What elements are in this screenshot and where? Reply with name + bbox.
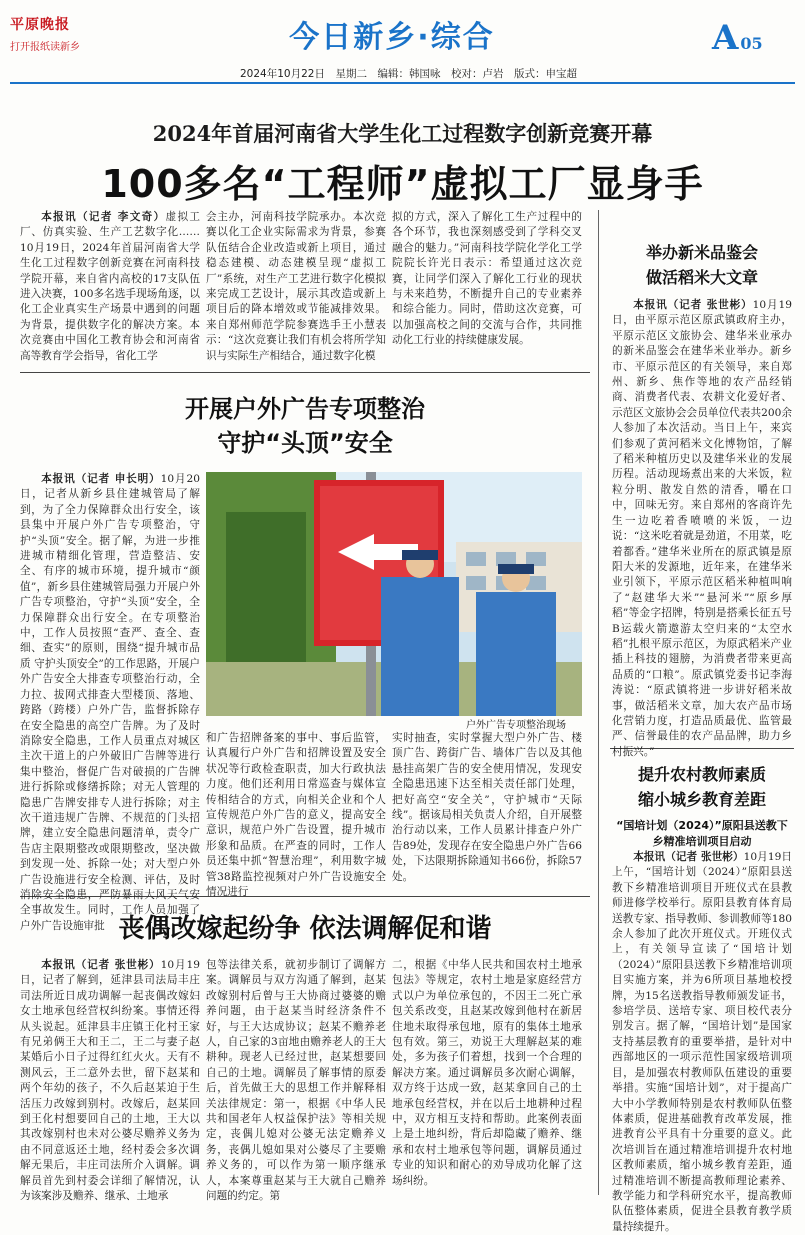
mediation-column-2	[206, 958, 386, 1203]
ad-column-3	[392, 731, 582, 891]
lead-headline: 100多名“工程师”虚拟工厂显身手	[101, 162, 704, 206]
rice-byline: 本报讯（记者 张世彬）	[633, 299, 753, 311]
mediation-text-1: 10月19日，记者了解到，延津县司法局丰庄司法所近日成功调解一起丧偶改嫁妇女土地承包经营权纠纷案。事情还得从头说起。延津县丰庄镇王化村王家有兄弟俩王大和王二，王二与妻子赵某婚后小日子过得红红火火。天有不测风云，王二意外去世，留下赵某和两个年幼的孩子，不久后赵某迫于生活压力改嫁到别村。改嫁后，赵某回到王化村想要回自己的土地，王大以其改嫁别村也未对公婆尽赡养义务为由不同意返还土地，经村委会多次调解无果后，丰庄司法所介入调解。调解员首先到村委会详细了解情况，认为该案涉及赡养、继承、土地承	[20, 959, 200, 1203]
ad-column-1	[20, 472, 200, 932]
lead-text-1: 虚拟工厂、仿真实验、生产工艺数字化……10月19日，2024年首届河南省大学生化工过程数字创新竞赛在河南科技学院开幕，来自省内高校的17支队伍进入决赛，100多名选手现场角逐，以化工企业真实生产场景中遇到的问题为背景，提供数字化的解决方案。本次竞赛由中国化工教育协会和河南省高等教育学会指导，省化工学	[20, 211, 201, 362]
mediation-headline: 丧偶改嫁起纷争 依法调解促和谐	[118, 914, 492, 944]
rice-headline-line1: 举办新米品鉴会	[645, 243, 758, 262]
dateline: 2024年10月22日 星期二 编辑：韩国咏 校对：卢岩 版式：申宝超	[240, 68, 577, 80]
ad-headline	[20, 392, 590, 460]
rice-headline-line2: 做活稻米大文章	[645, 268, 758, 287]
teacher-headline	[612, 762, 792, 812]
rice-headline	[612, 240, 792, 290]
section-divider	[20, 372, 590, 373]
teacher-subhead: “国培计划（2024）”原阳县送教下乡精准培训项目启动	[616, 819, 788, 848]
teacher-headline-line2: 缩小城乡教育差距	[637, 790, 766, 809]
ad-photo	[206, 472, 582, 716]
lead-subhead: 2024年首届河南省大学生化工过程数字创新竞赛开幕	[152, 121, 653, 146]
teacher-byline: 本报讯（记者 张世彬）	[633, 851, 744, 863]
ad-text-3: 实时抽查，实时掌握大型户外广告、楼顶广告、跨街广告、墙体广告以及其他悬挂高架广告的安全使用情况，发现安全隐患迅速下达至相关责任部门处理，把好高空“安全关”，守护城市“天际线”。据该局相关负责人介绍，自开展整治行动以来，工作人员累计排查户外广告89处，发现存在安全隐患户外广告66处，下达限期拆除通知书66份，拆除57处。	[392, 732, 582, 883]
newspaper-logo	[10, 14, 90, 54]
teacher-article	[612, 850, 792, 1233]
mediation-text-2: 包等法律关系，就初步制订了调解方案。调解员与双方沟通了解到，赵某改嫁别村后曾与王大协商过婆婆的赡养问题，由于赵某当时经济条件不好，与王大达成协议；赵某不赡养老人，自己家的3亩地由赡养老人的王大耕种。现老人已经过世，赵某想要回自己的土地。调解员了解事情的原委后，首先做王大的思想工作并解释相关法律规定：第一，根据《中华人民共和国老年人权益保护法》等相关规定，丧偶儿媳对公婆无法定赡养义务，丧偶儿媳如果对公婆尽了主要赡养义务的，可以作为第一顺序继承人，本案尊重赵某与王大就自己赡养问题的约定。第	[206, 959, 386, 1203]
photo-caption: 户外广告专项整治现场	[466, 720, 566, 731]
newspaper-brand: 平原晚报	[10, 17, 70, 33]
teacher-headline-line1: 提升农村教师素质	[637, 765, 766, 784]
ad-text-2: 和广告招牌备案的事中、事后监管，认真履行户外广告和招牌设置及安全状况等行政检查职责，加大行政执法力度。他们还利用日常巡查与媒体宣传相结合的方式，向相关企业和个人宣传规范户外广告的意义，提高安全意识，规范户外广告设置，提升城市形象和品质。在严查的同时，工作人员还集中抓“智慧治理”，利用数字城管38路监控视频对户外广告设施安全情况进行	[206, 732, 386, 899]
masthead	[0, 0, 805, 62]
rice-text: 10月19日，由平原示范区原武镇政府主办，平原示范区文旅协会、建华米业承办的新米品鉴会在建华米业举办。新乡市、平原示范区的有关领导，来自郑州、新乡、焦作等地的农产品经销商、消费者代表、农耕文化爱好者、示范区文旅协会会员单位代表共200余人参加了本次活动。当日上午，来宾们参观了黄河稻米文化博物馆，了解了稻米种植历史以及建华米业的发展历程。活动现场煮出来的大米饭，粒粒分明、散发自然的清香，嚼在口中，回味无穷。来自郑州的客商许先生一边吃着香喷喷的米饭，一边说：“这米吃着就是劲道，不用菜，吃着都香。”建华米业所在的原武镇是原阳大米的发源地，近年来，在建华米业引领下，平原示范区稻米种植叫响了“赵建华大米”“悬河米”“原乡厚稻”等金字招牌，特别是搭乘长征五号B运载火箭遨游太空归来的“太空水稻”扎根平原示范区，为原武稻米产业插上科技的翅膀，为消费者带来更高品质的“口粮”。原武镇党委书记李海涛说：“原武镇将进一步讲好稻米故事，做活稻米文章，加大农产品市场化营销力度，打造品质最优、监管最严、信誉最佳的农产品品牌，助力乡村振兴。”	[612, 299, 792, 758]
rice-article	[612, 298, 792, 758]
lead-text-2: 会主办，河南科技学院承办。本次竞赛以化工企业实际需求为背景，参赛队伍结合企业改造或新上项目，通过稳态建模、动态建模呈现“虚拟工厂”系统，对生产工艺进行数字化模拟来完成工艺设计，展示其改造或新上项目后的降本增效或节能减排效果。来自郑州师范学院参赛选手王小慧表示：“这次竞赛让我们有机会将所学知识与实际生产相结合，通过数字化模	[206, 211, 386, 362]
mediation-column-3	[392, 958, 582, 1196]
ad-byline: 本报讯（记者 申长明）	[41, 473, 161, 485]
column-divider	[598, 210, 599, 1195]
ad-text-1: 10月20日，记者从新乡县住建城管局了解到，为了全力保障群众出行安全，该县集中开展户外广告专项整治，守护“头顶”安全。据了解，为进一步推进城市精细化管理，营造整洁、安全、有序的城市环境，提升城市“颜值”，新乡县住建城管局强力开展户外广告专项整治，守护“头顶”安全，全力保障群众出行安全。在专项整治中，工作人员按照“查严、查全、查细、查实”的原则，围绕“提升城市品质 守护头顶安全”的工作思路，开展户外广告安全大排查专项整治行动，全力拉、拔网式排查大型楼顶、落地、跨路（跨楼）户外广告，监督拆除存在安全隐患的高空广告牌。为了及时消除安全隐患，工作人员重点对城区主次干道上的户外破旧广告牌等进行集中整治，督促广告对破损的广告牌进行拆除或修缮拆除；对无人管理的隐患广告牌安排专人进行拆除；对主次干道违规广告牌、不规范的门头招牌，建立安全隐患问题清单，责令广告店主限期整改或限期整改，坚决做到发现一处、拆除一处；对大型户外广告设施进行安全检测、评估，及时消除安全隐患，严防暴雨大风天气安全事故发生。同时，工作人员加强了户外广告设施审批	[20, 473, 200, 932]
ad-column-2	[206, 731, 386, 899]
newspaper-slogan: 打开报纸读新乡	[10, 42, 80, 53]
lead-column-2	[206, 210, 386, 362]
ad-headline-line2: 守护“头顶”安全	[217, 429, 393, 457]
mediation-byline: 本报讯（记者 张世彬）	[41, 959, 161, 971]
masthead-rule	[10, 82, 795, 84]
mediation-column-1	[20, 958, 200, 1203]
lead-column-3	[392, 210, 582, 356]
mediation-text-3: 二，根据《中华人民共和国农村土地承包法》等规定，农村土地是家庭经营方式以户为单位承包的，不因王二死亡承包关系改变，且赵某改嫁到他村在新居住地未取得承包地，原有的集体土地承包有效。第三，劝说王大理解赵某的难处，多为孩子们着想，找到一个合理的解决方案。通过调解员多次耐心调解，双方终于达成一致，赵某拿回自己的土地承包经营权，并在以后土地耕种过程中，双方相互支持和帮助。此案例表面上是土地纠纷，背后却隐藏了赡养、继承和农村土地承包等问题，调解员通过专业的知识和耐心的劝导成功化解了这场纠纷。	[392, 959, 582, 1187]
ad-photo-illustration	[206, 472, 582, 716]
lead-column-1	[20, 210, 201, 362]
section-title: 今日新乡·综合	[289, 20, 495, 55]
page-digits: 05	[740, 34, 763, 53]
page-number	[712, 18, 763, 58]
lead-byline: 本报讯（记者 李文奇）	[41, 211, 166, 223]
ad-headline-line1: 开展户外广告专项整治	[185, 395, 425, 423]
teacher-text: 10月19日上午，“国培计划（2024）”原阳县送教下乡精准培训项目开班仪式在县教师进修学校举行。原阳县教育体育局送教专家、指导教师、参训教师等180余人参加了此次开班仪式。开班仪式上，有关领导宣读了“国培计划（2024）”原阳县送教下乡精准培训项目实施方案，并为6所项目基地校授牌，为15名送教指导教师颁发证书，参培学员、送培专家、项目校代表分别发言。据了解，“国培计划”是国家支持基层教育的重要举措，是针对中西部地区的一项示范性国家级培训项目，是加强农村教师队伍建设的重要举措。实施“国培计划”，对于提高广大中小学教师特别是农村教师队伍整体素质，促进基础教育改革发展，推进教育公平具有十分重要的意义。此次培训旨在通过精准培训提升农村地区教师素质，缩小城乡教育差距，通过精准培训不断提高教师理论素养、教学能力和学科研究水平，提高教师队伍整体素质，促进全县教育教学质量持续提升。	[612, 851, 792, 1233]
page-letter: A	[712, 18, 739, 58]
lead-text-3: 拟的方式，深入了解化工生产过程中的各个环节，我也深刻感受到了学科交叉融合的魅力。”河南科技学院化学化工学院院长许光日表示：希望通过这次竞赛，让同学们深入了解化工行业的现状与未来趋势，不断提升自己的专业素养和综合能力。同时，借助这次竞赛，可以加强高校之间的交流与合作，共同推动化工行业的持续健康发展。	[392, 211, 582, 347]
